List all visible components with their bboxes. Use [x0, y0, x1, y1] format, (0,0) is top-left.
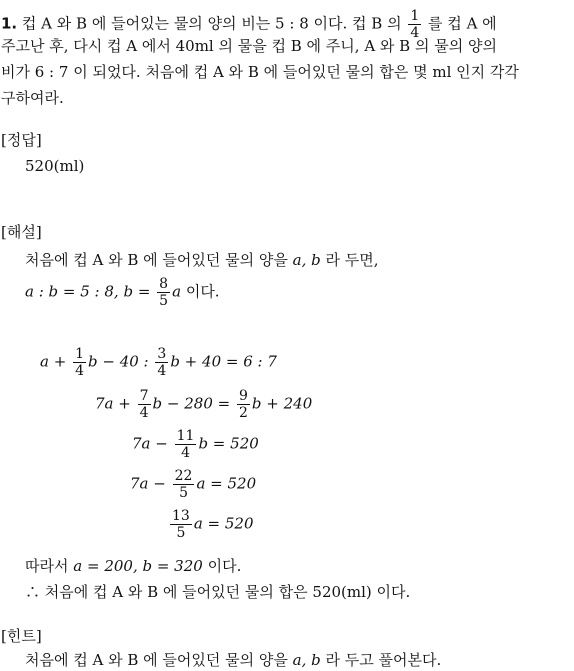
- frac-numerator: 22: [174, 468, 193, 484]
- ratio-end: 이다.: [185, 282, 220, 301]
- eq1-mid: b − 40 :: [87, 352, 149, 371]
- problem-line-4: 구하여라.: [1, 89, 64, 107]
- frac-numerator: 1: [410, 8, 420, 24]
- equation-3: [132, 428, 259, 461]
- solution-intro: [25, 250, 379, 270]
- solution-conclusion-1: [25, 556, 241, 576]
- answer-label: [정답]: [1, 131, 42, 149]
- hint-text-end: 라 두고 풀어본다.: [325, 651, 442, 669]
- solution-ratio: [25, 276, 220, 309]
- eq3-frac: [175, 428, 197, 461]
- frac-numerator: 13: [172, 508, 190, 524]
- equation-5: [168, 508, 254, 541]
- eq4-right: a = 520: [196, 474, 257, 493]
- eq3-left: 7a −: [132, 434, 168, 453]
- hint-text-a: 처음에 컵 A 와 B 에 들어있던 물의 양을: [25, 651, 288, 669]
- equation-1: [40, 346, 277, 379]
- hint-vars: a, b: [292, 651, 321, 669]
- eq5-frac: [170, 508, 192, 541]
- eq2-right: b + 240: [251, 394, 313, 413]
- frac-numerator: 1: [75, 346, 84, 362]
- problem-line-2: 주고난 후, 다시 컵 A 에서 40ml 의 물을 컵 B 에 주니, A 와 B 의 물의 양의: [1, 37, 497, 55]
- eq2-mid: b − 280 =: [152, 394, 231, 413]
- concl1-end: 이다.: [207, 557, 242, 575]
- frac-numerator: 8: [159, 276, 169, 292]
- frac-denominator: 5: [176, 525, 186, 541]
- eq3-right: b = 520: [198, 434, 259, 453]
- fraction-eight-fifths: [157, 276, 170, 309]
- frac-denominator: 5: [159, 293, 169, 309]
- eq1-frac-1: [73, 346, 86, 379]
- problem-text-1a: 컵 A 와 B 에 들어있는 물의 양의 비는 5 : 8 이다. 컵 B 의: [21, 14, 402, 33]
- frac-numerator: 3: [157, 346, 167, 362]
- ratio-var: a: [172, 282, 182, 301]
- hint-label: [힌트]: [1, 627, 42, 645]
- eq2-frac-2: [237, 388, 250, 421]
- equation-4: [130, 468, 256, 501]
- eq5-right: a = 520: [193, 514, 254, 533]
- eq1-left: a +: [40, 352, 67, 371]
- ratio-expression: a : b = 5 : 8, b =: [25, 282, 151, 301]
- eq2-left: 7a +: [95, 394, 131, 413]
- eq4-left: 7a −: [130, 474, 166, 493]
- frac-denominator: 4: [157, 363, 167, 379]
- hint-text: [25, 650, 441, 670]
- solution-intro-text: 처음에 컵 A 와 B 에 들어있던 물의 양을: [25, 251, 288, 269]
- eq1-frac-2: [155, 346, 168, 379]
- concl1-math: a = 200, b = 320: [73, 557, 203, 575]
- problem-text-1b: 를 컵 A 에: [428, 14, 497, 33]
- eq4-frac: [173, 468, 195, 501]
- problem-number: 1.: [1, 14, 18, 33]
- frac-denominator: 4: [75, 363, 84, 379]
- frac-numerator: 11: [176, 428, 195, 444]
- frac-numerator: 9: [239, 388, 248, 404]
- frac-denominator: 2: [239, 405, 248, 421]
- frac-denominator: 4: [181, 445, 190, 461]
- solution-intro-end: 라 두면,: [325, 251, 379, 269]
- frac-denominator: 5: [179, 485, 188, 501]
- solution-label: [해설]: [1, 223, 42, 241]
- concl1-text: 따라서: [25, 557, 69, 575]
- frac-denominator: 4: [410, 25, 420, 41]
- eq1-right: b + 40 = 6 : 7: [170, 352, 277, 371]
- answer-value: 520(ml): [25, 157, 85, 175]
- problem-line-3: 비가 6 : 7 이 되었다. 처음에 컵 A 와 B 에 들어있던 물의 합은 몇 ml 인지 각각: [1, 63, 519, 81]
- frac-numerator: 7: [139, 388, 149, 404]
- solution-conclusion-2: ∴ 처음에 컵 A 와 B 에 들어있던 물의 합은 520(ml) 이다.: [25, 583, 411, 601]
- solution-intro-vars: a, b: [292, 251, 321, 269]
- equation-2: [95, 388, 312, 421]
- frac-denominator: 4: [139, 405, 149, 421]
- eq2-frac-1: [138, 388, 151, 421]
